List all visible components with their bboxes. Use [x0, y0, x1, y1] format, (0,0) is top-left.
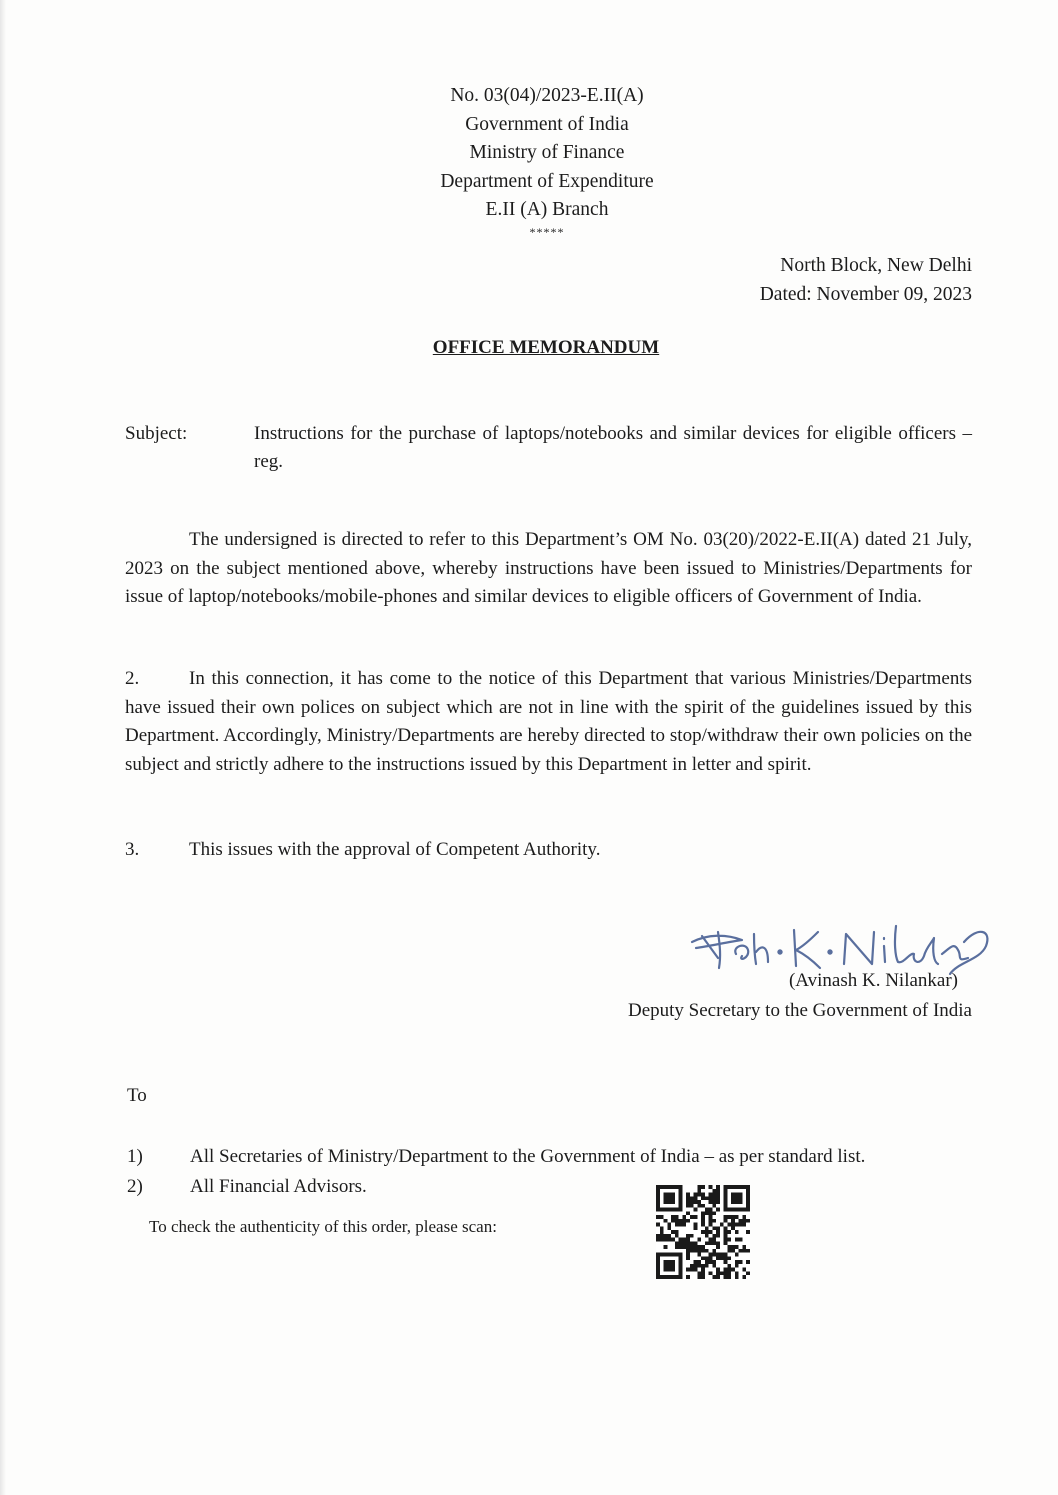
qr-module — [667, 1234, 671, 1238]
qr-module — [694, 1260, 698, 1264]
qr-module — [660, 1215, 664, 1219]
recipient-item — [127, 1146, 865, 1168]
qr-module — [712, 1204, 716, 1208]
qr-module — [746, 1219, 750, 1223]
qr-module — [664, 1193, 675, 1204]
qr-module — [697, 1204, 701, 1208]
qr-module — [742, 1215, 746, 1219]
qr-module — [716, 1208, 720, 1212]
qr-module — [712, 1219, 716, 1223]
paragraph-3 — [125, 836, 972, 865]
qr-module — [727, 1268, 731, 1272]
qr-module — [675, 1230, 679, 1234]
qr-module — [690, 1200, 694, 1204]
qr-module — [716, 1256, 720, 1260]
qr-module — [739, 1238, 743, 1242]
qr-module — [686, 1253, 690, 1257]
qr-module — [697, 1249, 701, 1253]
qr-module — [671, 1215, 675, 1219]
qr-module — [701, 1185, 705, 1189]
authenticity-note: To check the authenticity of this order, please scan: — [149, 1217, 497, 1236]
qr-module — [735, 1230, 739, 1234]
qr-module — [694, 1268, 698, 1272]
qr-module — [697, 1193, 701, 1197]
qr-module — [709, 1256, 713, 1260]
signatory-name: (Avinash K. Nilankar) — [788, 970, 958, 991]
qr-module — [709, 1271, 713, 1275]
qr-module — [724, 1253, 728, 1257]
qr-module — [705, 1230, 709, 1234]
qr-module — [716, 1189, 720, 1193]
qr-module — [697, 1271, 701, 1275]
qr-module — [716, 1185, 720, 1189]
qr-module — [701, 1193, 705, 1197]
qr-module — [690, 1241, 694, 1245]
qr-module — [697, 1189, 701, 1193]
qr-module — [660, 1230, 664, 1234]
qr-module — [686, 1234, 690, 1238]
qr-module — [731, 1226, 735, 1230]
qr-module — [679, 1219, 683, 1223]
qr-module — [735, 1245, 739, 1249]
qr-module — [705, 1196, 709, 1200]
qr-module — [701, 1264, 705, 1268]
qr-module — [656, 1223, 660, 1227]
qr-module — [742, 1249, 746, 1253]
qr-module — [712, 1226, 716, 1230]
qr-module — [731, 1223, 735, 1227]
qr-module — [686, 1193, 690, 1197]
qr-module — [716, 1234, 720, 1238]
qr-module — [701, 1256, 705, 1260]
qr-module — [690, 1268, 694, 1272]
qr-module — [712, 1249, 716, 1253]
qr-module — [675, 1245, 679, 1249]
qr-module — [731, 1268, 735, 1272]
qr-module — [679, 1245, 683, 1249]
qr-module — [709, 1215, 713, 1219]
qr-module — [667, 1226, 671, 1230]
qr-module — [705, 1241, 709, 1245]
qr-module — [694, 1223, 698, 1227]
qr-module — [701, 1230, 705, 1234]
qr-module — [664, 1260, 675, 1271]
qr-module — [727, 1245, 731, 1249]
qr-module — [701, 1196, 705, 1200]
paragraph-text: In this connection, it has come to the notice of this Department that various Ministries/Departments have issued their own polices on subject which are not in line with the spirit of the guidelines issued by this Department. Accordingly, Ministry/Departments are hereby directed to stop/withdraw their own policies on the subject and strictly adhere to the instructions issued by this Department in letter and spirit. — [125, 668, 972, 775]
qr-module — [716, 1271, 720, 1275]
qr-module — [724, 1234, 728, 1238]
qr-module — [716, 1196, 720, 1200]
qr-module — [716, 1230, 720, 1234]
ministry-name: Ministry of Finance — [469, 142, 625, 163]
qr-module — [709, 1230, 713, 1234]
qr-module — [731, 1249, 735, 1253]
qr-module — [724, 1271, 728, 1275]
qr-module — [712, 1264, 716, 1268]
qr-module — [705, 1256, 709, 1260]
qr-module — [690, 1204, 694, 1208]
government-name: Government of India — [465, 113, 629, 135]
qr-module — [709, 1193, 713, 1197]
qr-module — [716, 1193, 720, 1197]
qr-module — [712, 1196, 716, 1200]
qr-module — [675, 1223, 679, 1227]
qr-module — [727, 1256, 731, 1260]
qr-module — [727, 1275, 731, 1279]
qr-module — [694, 1241, 698, 1245]
qr-module — [727, 1249, 731, 1253]
qr-module — [724, 1230, 728, 1234]
paragraph-number: 2. — [125, 668, 140, 689]
qr-module — [682, 1219, 686, 1223]
qr-module — [731, 1193, 742, 1204]
recipient-item — [127, 1176, 367, 1198]
signatory-block — [628, 966, 972, 1026]
qr-module — [697, 1253, 701, 1257]
qr-module — [675, 1215, 679, 1219]
branch-name: E.II (A) Branch — [485, 199, 609, 220]
qr-module — [727, 1271, 731, 1275]
qr-module — [746, 1249, 750, 1253]
qr-module — [720, 1271, 724, 1275]
qr-module — [686, 1249, 690, 1253]
qr-module — [701, 1245, 705, 1249]
qr-module — [735, 1275, 739, 1279]
qr-module — [727, 1238, 731, 1242]
qr-module — [686, 1245, 690, 1249]
qr-module — [671, 1219, 675, 1223]
qr-module — [709, 1223, 713, 1227]
qr-module — [697, 1260, 701, 1264]
qr-module — [746, 1260, 750, 1264]
qr-module — [724, 1219, 728, 1223]
qr-module — [739, 1223, 743, 1227]
qr-module — [705, 1211, 709, 1215]
qr-module — [694, 1196, 698, 1200]
qr-module — [694, 1264, 698, 1268]
qr-module — [739, 1260, 743, 1264]
qr-module — [694, 1249, 698, 1253]
paragraph-2 — [125, 665, 972, 779]
qr-module — [686, 1268, 690, 1272]
qr-module — [664, 1245, 668, 1249]
subject-text: Instructions for the purchase of laptops/notebooks and similar devices for eligible officers – reg. — [254, 423, 972, 472]
qr-module — [735, 1238, 739, 1242]
qr-module — [727, 1223, 731, 1227]
qr-module — [686, 1200, 690, 1204]
qr-module — [701, 1204, 705, 1208]
qr-module — [712, 1241, 716, 1245]
qr-module — [716, 1275, 720, 1279]
qr-module — [671, 1230, 675, 1234]
qr-module — [686, 1204, 690, 1208]
qr-module — [716, 1245, 720, 1249]
qr-module — [709, 1260, 713, 1264]
qr-module — [690, 1215, 694, 1219]
qr-module — [697, 1185, 701, 1189]
qr-module — [742, 1219, 746, 1223]
qr-module — [735, 1215, 739, 1219]
qr-module — [701, 1219, 705, 1223]
file-number: No. 03(04)/2023-E.II(A) — [450, 85, 644, 106]
qr-module — [656, 1238, 660, 1242]
qr-module — [705, 1249, 709, 1253]
qr-module — [742, 1223, 746, 1227]
qr-module — [709, 1211, 713, 1215]
qr-module — [694, 1215, 698, 1219]
qr-module — [742, 1268, 746, 1272]
location: North Block, New Delhi — [780, 255, 972, 276]
qr-module — [697, 1245, 701, 1249]
qr-module — [686, 1211, 690, 1215]
qr-module — [690, 1234, 694, 1238]
qr-module — [735, 1271, 739, 1275]
qr-module — [709, 1208, 713, 1212]
qr-module — [735, 1264, 739, 1268]
qr-module — [682, 1245, 686, 1249]
qr-module — [690, 1264, 694, 1268]
qr-module — [724, 1241, 728, 1245]
qr-module — [667, 1238, 671, 1242]
qr-module — [679, 1241, 683, 1245]
signatory-designation: Deputy Secretary to the Government of India — [628, 1000, 972, 1021]
qr-module — [716, 1268, 720, 1272]
qr-module — [709, 1200, 713, 1204]
qr-module — [697, 1238, 701, 1242]
qr-module — [735, 1253, 739, 1257]
qr-module — [724, 1268, 728, 1272]
recipient-text: All Financial Advisors. — [190, 1176, 367, 1197]
qr-module — [716, 1253, 720, 1257]
qr-module — [686, 1256, 690, 1260]
qr-module — [727, 1215, 731, 1219]
qr-module — [694, 1200, 698, 1204]
qr-module — [682, 1223, 686, 1227]
qr-module — [701, 1268, 705, 1272]
qr-module — [705, 1260, 709, 1264]
qr-module — [690, 1245, 694, 1249]
document-title: OFFICE MEMORANDUM — [432, 337, 660, 358]
qr-module — [731, 1245, 735, 1249]
qr-module — [731, 1215, 735, 1219]
department-name: Department of Expenditure — [440, 170, 654, 192]
qr-module — [664, 1234, 668, 1238]
recipient-number: 2) — [127, 1176, 143, 1197]
qr-module — [667, 1223, 671, 1227]
qr-module — [727, 1264, 731, 1268]
qr-module — [694, 1208, 698, 1212]
qr-module — [716, 1226, 720, 1230]
qr-module — [735, 1223, 739, 1227]
qr-module — [742, 1275, 746, 1279]
qr-module — [746, 1271, 750, 1275]
qr-module — [712, 1200, 716, 1204]
qr-module — [660, 1234, 664, 1238]
qr-module — [720, 1223, 724, 1227]
date: Dated: November 09, 2023 — [759, 283, 972, 305]
qr-module — [709, 1196, 713, 1200]
qr-module — [697, 1200, 701, 1204]
qr-module — [724, 1226, 728, 1230]
letterhead — [300, 82, 794, 239]
qr-module — [742, 1245, 746, 1249]
separator-stars: ***** — [529, 224, 565, 239]
qr-module — [712, 1189, 716, 1193]
qr-module — [746, 1230, 750, 1234]
qr-module — [724, 1238, 728, 1242]
qr-module — [694, 1193, 698, 1197]
qr-module — [682, 1238, 686, 1242]
paragraph-text: This issues with the approval of Competent Authority. — [189, 839, 601, 860]
qr-code[interactable] — [656, 1185, 750, 1279]
qr-module — [712, 1260, 716, 1264]
qr-module — [664, 1238, 668, 1242]
qr-module — [682, 1241, 686, 1245]
qr-module — [709, 1253, 713, 1257]
qr-module — [712, 1253, 716, 1257]
qr-module — [739, 1219, 743, 1223]
qr-module — [675, 1219, 679, 1223]
qr-module — [712, 1211, 716, 1215]
qr-module — [705, 1234, 709, 1238]
qr-module — [720, 1256, 724, 1260]
qr-module — [675, 1241, 679, 1245]
qr-module — [712, 1193, 716, 1197]
qr-module — [731, 1219, 735, 1223]
qr-module — [712, 1234, 716, 1238]
qr-module — [724, 1275, 728, 1279]
qr-module — [656, 1234, 660, 1238]
qr-module — [690, 1249, 694, 1253]
qr-module — [701, 1275, 705, 1279]
qr-module — [675, 1234, 679, 1238]
qr-module — [701, 1271, 705, 1275]
qr-module — [660, 1226, 664, 1230]
qr-module — [656, 1215, 660, 1219]
recipient-text: All Secretaries of Ministry/Department to the Government of India – as per standard list. — [190, 1146, 866, 1167]
qr-module — [724, 1256, 728, 1260]
subject-label: Subject: — [125, 423, 188, 444]
qr-module — [724, 1215, 728, 1219]
qr-module — [709, 1185, 713, 1189]
qr-module — [686, 1238, 690, 1242]
qr-module — [709, 1219, 713, 1223]
qr-module — [701, 1223, 705, 1227]
qr-module — [727, 1230, 731, 1234]
to-label: To — [127, 1085, 147, 1106]
qr-module — [712, 1275, 716, 1279]
place-and-date — [760, 252, 972, 309]
qr-module — [660, 1238, 664, 1242]
qr-module — [679, 1223, 683, 1227]
qr-module — [679, 1238, 683, 1242]
qr-module — [705, 1208, 709, 1212]
qr-module — [701, 1211, 705, 1215]
qr-module — [720, 1253, 724, 1257]
recipient-number: 1) — [127, 1146, 143, 1167]
qr-module — [686, 1219, 690, 1223]
qr-module — [682, 1215, 686, 1219]
qr-module — [697, 1275, 701, 1279]
qr-module — [694, 1226, 698, 1230]
qr-module — [697, 1264, 701, 1268]
paragraph-1: The undersigned is directed to refer to this Department’s OM No. 03(20)/2022-E.II(A) dated 21 July, 2023 on the subject mentioned above, whereby instructions have been issued to Ministries/Departments for issue of laptop/notebooks/mobile-phones and similar devices to eligible officers of Government of India. — [125, 529, 972, 607]
qr-module — [690, 1196, 694, 1200]
qr-module — [671, 1238, 675, 1242]
qr-module — [705, 1264, 709, 1268]
qr-module — [709, 1241, 713, 1245]
qr-module — [686, 1196, 690, 1200]
qr-module — [735, 1260, 739, 1264]
qr-module — [664, 1219, 668, 1223]
qr-module — [716, 1200, 720, 1204]
qr-module — [686, 1241, 690, 1245]
qr-module — [716, 1241, 720, 1245]
qr-module — [724, 1260, 728, 1264]
qr-module — [705, 1226, 709, 1230]
paragraph-number: 3. — [125, 839, 140, 860]
qr-module — [701, 1215, 705, 1219]
qr-module — [709, 1238, 713, 1242]
qr-module — [701, 1249, 705, 1253]
qr-module — [739, 1249, 743, 1253]
qr-module — [694, 1245, 698, 1249]
qr-module — [686, 1275, 690, 1279]
qr-module — [712, 1238, 716, 1242]
